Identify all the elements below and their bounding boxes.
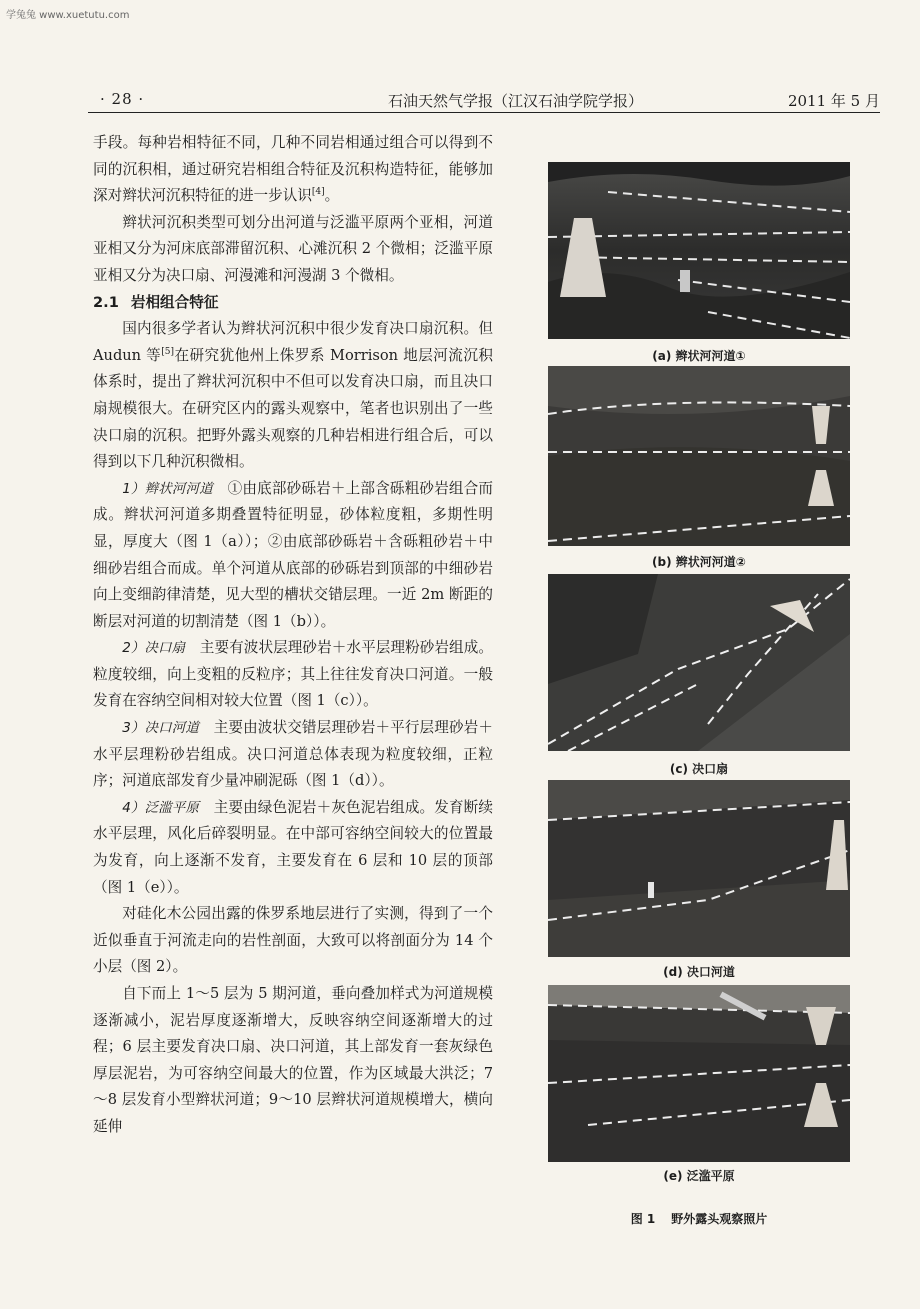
photo-braided-channel-2 (548, 366, 850, 546)
list-item: 3）决口河道 主要由波状交错层理砂岩＋平行层理砂岩＋水平层理粉砂岩组成。决口河道总体表现为粒度较细，正粒序；河道底部发育少量冲刷泥砾（图 1（d））。 (93, 719, 493, 790)
paragraph: 辫状河沉积类型可划分出河道与泛滥平原两个亚相，河道亚相又分为河床底部滞留沉积、心滩沉积 2 个微相；泛滥平原亚相又分为决口扇、河漫滩和河漫湖 3 个微相。 (93, 213, 493, 284)
paragraph: 对硅化木公园出露的侏罗系地层进行了实测，得到了一个近似垂直于河流走向的岩性剖面，大致可以将剖面分为 14 个小层（图 2）。 (93, 905, 493, 976)
photo-braided-channel-1 (548, 162, 850, 339)
issue-date: 2011 年 5 月 (787, 92, 880, 110)
paragraph: 国内很多学者认为辫状河沉积中很少发育决口扇沉积。但 Audun 等[5]在研究犹他州上侏罗系 Morrison 地层河流沉积体系时，提出了辫状河沉积中不但可以发育决口扇，而且决口扇规模很大。在研究区内的露头观察中，笔者也识别出了一些决口扇的沉积。把野外露头观察的几种岩相进行组合后，可以得到以下几种沉积微相。 (93, 320, 493, 471)
caption-d: (d) 决口河道 (663, 965, 735, 979)
photo-flood-plain (548, 985, 850, 1162)
figure-title: 图 1 野外露头观察照片 (630, 1212, 768, 1226)
list-item: 1）辫状河河道 ①由底部砂砾岩＋上部含砾粗砂岩组合而成。辫状河河道多期叠置特征明显，砂体粒度粗，多期性明显，厚度大（图 1（a））；②由底部砂砾岩＋含砾粗砂岩＋中细砂岩组合而成。单个河道从底部的砂砾岩到顶部的中细砂岩向上变细韵律清楚，见大型的槽状交错层理。一近 2m 断距的断层对河道的切割清楚（图 1（b））。 (93, 479, 493, 630)
caption-e: (e) 泛滥平原 (663, 1169, 735, 1183)
section-heading: 2.1 岩相组合特征 (93, 293, 219, 311)
page-number: · 28 · (100, 90, 145, 108)
journal-name: 石油天然气学报（江汉石油学院学报） (388, 92, 644, 110)
citation: [4] (311, 187, 325, 198)
paragraph: 手段。每种岩相特征不同，几种不同岩相通过组合可以得到不同的沉积相，通过研究岩相组合特征及沉积构造特征，能够加深对辫状河沉积特征的进一步认识[4]。 (93, 134, 493, 205)
caption-b: (b) 辫状河河道② (652, 555, 746, 569)
caption-c: (c) 决口扇 (669, 762, 729, 776)
photo-crevasse-splay (548, 574, 850, 751)
watermark: 学兔兔 www.xuetutu.com (6, 10, 130, 21)
running-header (88, 88, 880, 113)
list-item: 2）决口扇 主要有波状层理砂岩＋水平层理粉砂岩组成。粒度较细，向上变粗的反粒序；其上往往发育决口河道。一般发育在容纳空间相对较大位置（图 1（c））。 (93, 639, 493, 710)
body-text-column (93, 130, 493, 1141)
caption-a: (a) 辫状河河道① (652, 349, 746, 363)
citation: [5] (161, 346, 174, 357)
paragraph: 自下而上 1～5 层为 5 期河道，垂向叠加样式为河道规模逐渐减小，泥岩厚度逐渐增大，反映容纳空间逐渐增大的过程；6 层主要发育决口扇、决口河道，其上部发育一套灰绿色厚层泥岩，为可容纳空间最大的位置，作为区域最大洪泛；7～8 层发育小型辫状河道；9～10 层辫状河道规模增大，横向延伸 (93, 985, 493, 1135)
photo-crevasse-channel (548, 780, 850, 957)
list-item: 4）泛滥平原 主要由绿色泥岩＋灰色泥岩组成。发育断续水平层理，风化后碎裂明显。在中部可容纳空间较大的位置最为发育，向上逐渐不发育，主要发育在 6 层和 10 层的顶部（图 1（e））。 (93, 798, 493, 896)
